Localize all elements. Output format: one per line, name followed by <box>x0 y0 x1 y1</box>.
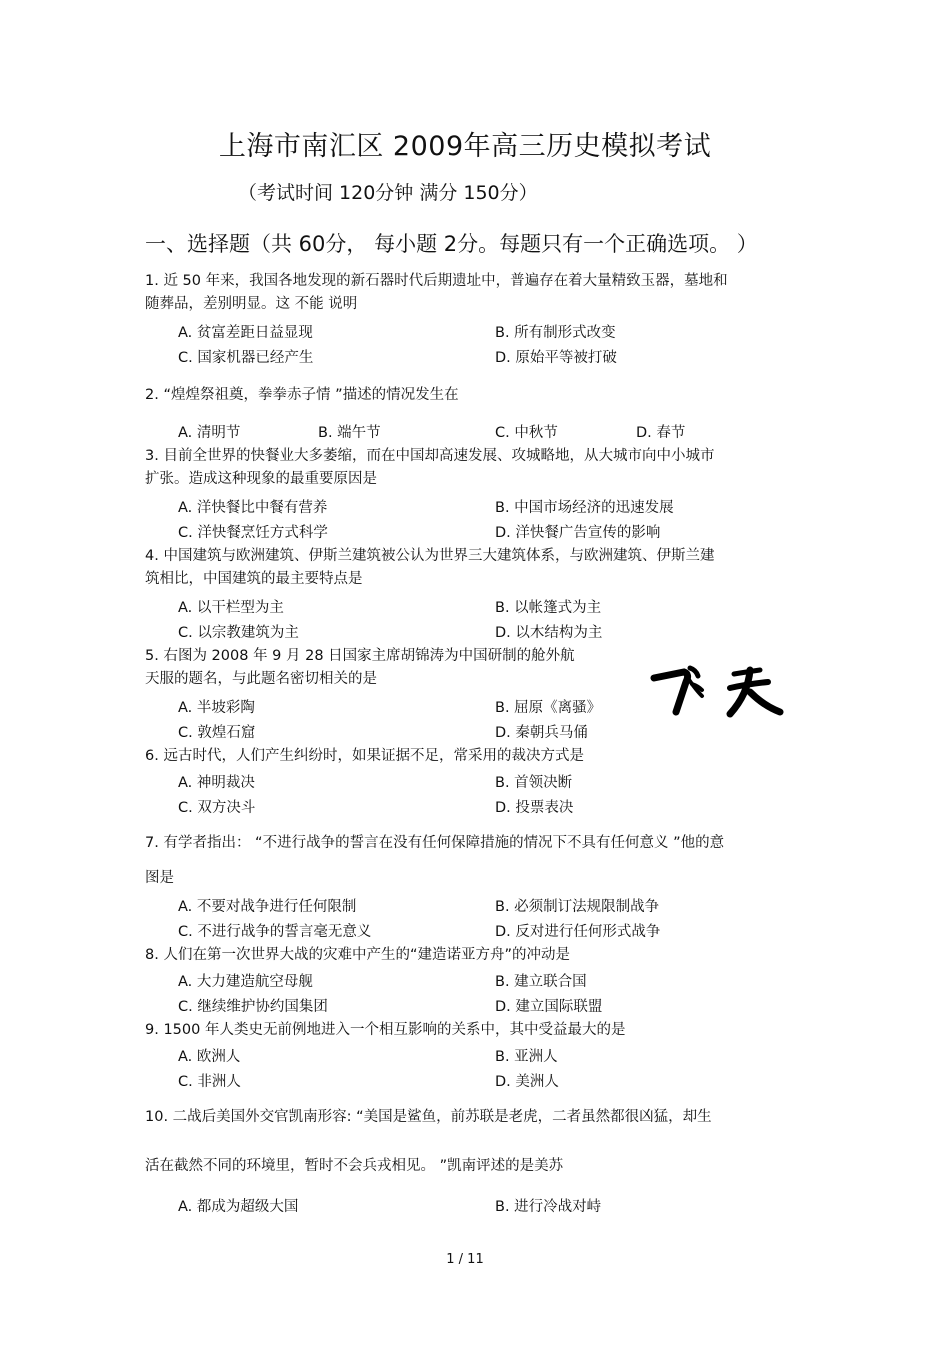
question-3-option-b: B. 中国市场经济的迅速发展 <box>495 500 674 516</box>
question-6-option-c: C. 双方决斗 <box>178 800 256 816</box>
question-7-line-1: 7. 有学者指出： “不进行战争的誓言在没有任何保障措施的情况下不具有任何意义 ”他的意 <box>145 835 725 851</box>
question-7-option-a: A. 不要对战争进行任何限制 <box>178 899 357 915</box>
question-7-option-d: D. 反对进行任何形式战争 <box>495 924 661 940</box>
question-3-option-c: C. 洋快餐烹饪方式科学 <box>178 525 328 541</box>
question-7-line-2: 图是 <box>145 870 174 886</box>
question-4-line-1: 4. 中国建筑与欧洲建筑、伊斯兰建筑被公认为世界三大建筑体系，与欧洲建筑、伊斯兰建 <box>145 548 715 564</box>
question-5-option-a: A. 半坡彩陶 <box>178 700 255 716</box>
question-5-option-c: C. 敦煌石窟 <box>178 725 256 741</box>
question-10-option-b: B. 进行冷战对峙 <box>495 1199 602 1215</box>
question-8-option-b: B. 建立联合国 <box>495 974 587 990</box>
question-6-line-1: 6. 远古时代，人们产生纠纷时，如果证据不足，常采用的裁决方式是 <box>145 748 584 764</box>
question-1-option-d: D. 原始平等被打破 <box>495 350 617 366</box>
question-5-line-1: 5. 右图为 2008 年 9 月 28 日国家主席胡锦涛为中国研制的舱外航 <box>145 648 575 664</box>
question-9-option-b: B. 亚洲人 <box>495 1049 558 1065</box>
question-8-option-d: D. 建立国际联盟 <box>495 999 603 1015</box>
question-9-option-d: D. 美洲人 <box>495 1074 559 1090</box>
question-3-option-a: A. 洋快餐比中餐有营养 <box>178 500 328 516</box>
question-2-option-a: A. 清明节 <box>178 425 241 441</box>
question-3-line-2: 扩张。造成这种现象的最重要原因是 <box>145 471 377 487</box>
question-5-line-2: 天服的题名，与此题名密切相关的是 <box>145 671 377 687</box>
question-1-option-a: A. 贫富差距日益显现 <box>178 325 313 341</box>
question-5-option-d: D. 秦朝兵马俑 <box>495 725 588 741</box>
question-2-option-c: C. 中秋节 <box>495 425 558 441</box>
question-6-option-a: A. 神明裁决 <box>178 775 255 791</box>
exam-subtitle: （考试时间 120分钟 满分 150分） <box>238 182 538 204</box>
question-9-line-1: 9. 1500 年人类史无前例地进入一个相互影响的关系中，其中受益最大的是 <box>145 1022 626 1038</box>
question-2-line-1: 2. “煌煌祭祖奠，拳拳赤子情 ”描述的情况发生在 <box>145 387 459 403</box>
question-1-option-b: B. 所有制形式改变 <box>495 325 616 341</box>
question-1-option-c: C. 国家机器已经产生 <box>178 350 314 366</box>
question-7-option-b: B. 必须制订法规限制战争 <box>495 899 660 915</box>
question-4-line-2: 筑相比，中国建筑的最主要特点是 <box>145 571 363 587</box>
question-5-option-b: B. 屈原《离骚》 <box>495 700 602 716</box>
question-10-line-1: 10. 二战后美国外交官凯南形容: “美国是鲨鱼，前苏联是老虎，二者虽然都很凶猛，却生 <box>145 1109 712 1125</box>
calligraphy-feitian-image <box>650 660 790 720</box>
question-1-line-1: 1. 近 50 年来，我国各地发现的新石器时代后期遗址中，普遍存在着大量精致玉器，墓地和 <box>145 273 728 289</box>
question-4-option-b: B. 以帐篷式为主 <box>495 600 602 616</box>
question-3-line-1: 3. 目前全世界的快餐业大多萎缩，而在中国却高速发展、攻城略地，从大城市向中小城市 <box>145 448 715 464</box>
section-heading: 一、选择题（共 60分， 每小题 2分。每题只有一个正确选项。 ） <box>145 232 758 256</box>
question-9-option-c: C. 非洲人 <box>178 1074 241 1090</box>
question-2-option-d: D. 春节 <box>636 425 686 441</box>
question-3-option-d: D. 洋快餐广告宣传的影响 <box>495 525 661 541</box>
page-number: 1 / 11 <box>446 1252 484 1267</box>
question-9-option-a: A. 欧洲人 <box>178 1049 241 1065</box>
question-7-option-c: C. 不进行战争的誓言毫无意义 <box>178 924 372 940</box>
question-8-option-c: C. 继续维护协约国集团 <box>178 999 328 1015</box>
question-6-option-d: D. 投票表决 <box>495 800 574 816</box>
question-10-option-a: A. 都成为超级大国 <box>178 1199 299 1215</box>
question-1-line-2: 随葬品，差别明显。这 不能 说明 <box>145 296 358 312</box>
exam-title: 上海市南汇区 2009年高三历史模拟考试 <box>218 131 712 162</box>
question-6-option-b: B. 首领决断 <box>495 775 573 791</box>
question-8-option-a: A. 大力建造航空母舰 <box>178 974 313 990</box>
question-4-option-a: A. 以干栏型为主 <box>178 600 284 616</box>
question-2-option-b: B. 端午节 <box>318 425 381 441</box>
question-8-line-1: 8. 人们在第一次世界大战的灾难中产生的“建造诺亚方舟”的冲动是 <box>145 947 570 963</box>
question-4-option-d: D. 以木结构为主 <box>495 625 603 641</box>
question-4-option-c: C. 以宗教建筑为主 <box>178 625 299 641</box>
question-10-line-2: 活在截然不同的环境里，暂时不会兵戎相见。 ”凯南评述的是美苏 <box>145 1158 564 1174</box>
